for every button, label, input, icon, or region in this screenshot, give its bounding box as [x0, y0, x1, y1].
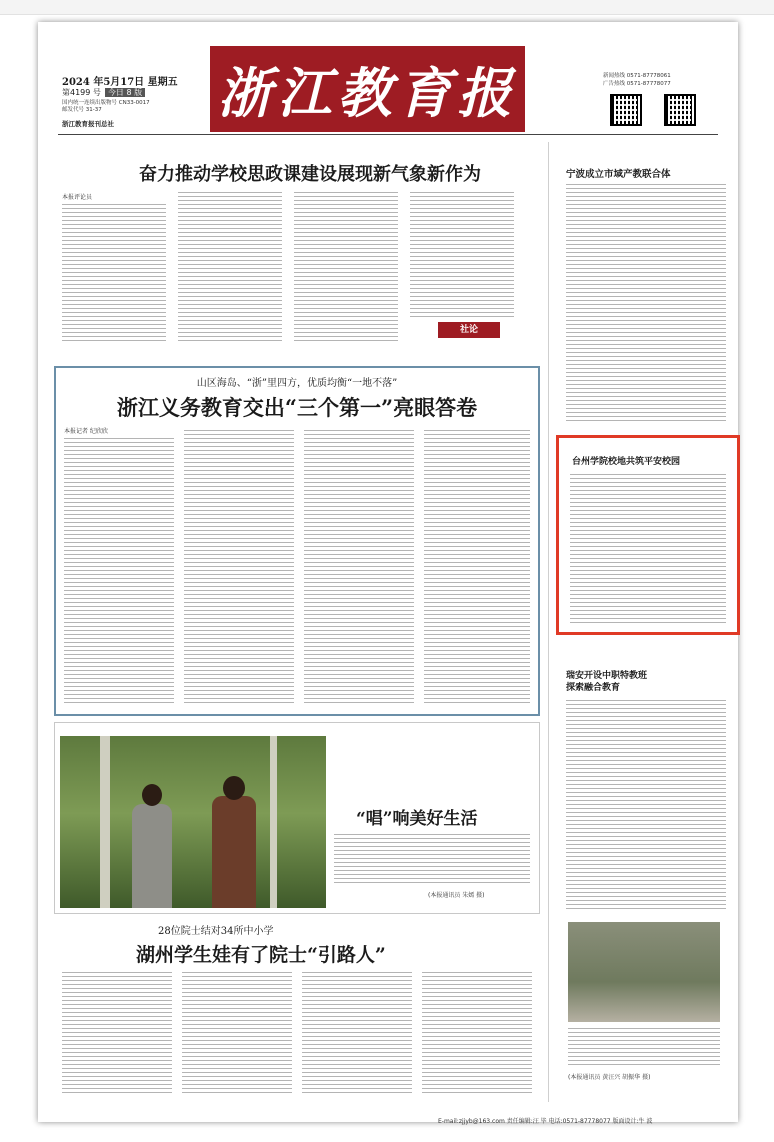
issue-date: 2024 年5月17日 星期五	[62, 77, 178, 88]
singer-head	[142, 784, 162, 806]
huzhou-column-3	[302, 972, 412, 1094]
feature-column-2	[184, 430, 294, 706]
issue-number	[62, 87, 145, 98]
contact-info	[603, 72, 671, 88]
newspaper-logo	[210, 46, 525, 132]
issue-number-text: 第4199 号	[62, 88, 101, 97]
feature-headline: 浙江义务教育交出“三个第一”亮眼答卷	[116, 395, 478, 420]
qr-code-icon	[610, 94, 642, 126]
sidebar-headline-taizhou: 台州学院校地共筑平安校园	[572, 457, 681, 467]
sidebar-headline-ningbo: 宁波成立市域产教联合体	[566, 169, 671, 180]
ruian-line-1: 瑞安开设中职特教班	[566, 671, 648, 681]
sidebar-photo-caption	[568, 1028, 720, 1066]
singer-figure	[132, 804, 172, 908]
lead-column-3	[294, 192, 398, 344]
qr-code-icon	[664, 94, 696, 126]
news-hotline: 新闻热线 0571-87778061	[603, 73, 671, 79]
feature-byline: 本报记者 纪欣欣	[64, 428, 108, 435]
issue-pages: 今日 8 版	[105, 88, 145, 97]
photo-caption	[334, 834, 530, 886]
lead-byline: 本报评论员	[62, 194, 93, 201]
ad-hotline: 广告热线 0571-87778077	[603, 81, 671, 87]
huzhou-kicker: 28位院士结对34所中小学	[158, 926, 274, 937]
editorial-stamp: 社论	[438, 322, 500, 338]
singer-figure	[212, 796, 256, 908]
sidebar-text-ruian	[566, 700, 726, 910]
publication-codes	[62, 100, 207, 114]
tree-trunk	[100, 736, 110, 908]
huzhou-column-4	[422, 972, 532, 1094]
huzhou-column-1	[62, 972, 172, 1094]
publisher: 浙江教育报刊总社	[62, 120, 114, 128]
page-footer: E-mail:zjjyb@163.com 责任编辑:汪 毕 电话:0571-87778077 版面设计:牛 波	[438, 1118, 653, 1125]
sidebar-headline-ruian	[566, 670, 647, 694]
postal-code: 邮发代号 31-37	[62, 107, 102, 113]
cn-code: 国内统一连续出版物号 CN33-0017	[62, 100, 150, 106]
photo-story-title: “唱”响美好生活	[356, 809, 478, 829]
lead-column-2	[178, 192, 282, 344]
masthead-rule	[58, 134, 718, 135]
feature-column-4	[424, 430, 530, 706]
photo-credit: (本报通讯员 朱嫣 摄)	[428, 892, 485, 899]
huzhou-column-2	[182, 972, 292, 1094]
ruian-line-2: 探索融合教育	[566, 683, 621, 693]
sidebar-rule	[548, 142, 549, 1102]
sidebar-text-ningbo	[566, 184, 726, 424]
sidebar-photo	[568, 922, 720, 1022]
huzhou-headline: 湖州学生娃有了院士“引路人”	[136, 944, 386, 966]
performance-photo	[60, 736, 326, 908]
feature-column-1	[64, 438, 174, 706]
newspaper-page	[38, 22, 738, 1125]
lead-headline: 奋力推动学校思政课建设展现新气象新作为	[139, 164, 481, 185]
sidebar-text-taizhou	[570, 474, 726, 624]
lead-column-4	[410, 192, 514, 318]
feature-kicker: 山区海岛、“浙”里四方，优质均衡“一地不落”	[196, 378, 398, 389]
viewer-toolbar	[0, 0, 774, 15]
lead-column-1	[62, 204, 166, 344]
tree-trunk	[270, 736, 277, 908]
singer-head	[223, 776, 245, 800]
feature-column-3	[304, 430, 414, 706]
sidebar-photo-credit: (本报通讯员 黄汪兴 胡振华 摄)	[568, 1074, 651, 1081]
logo-text: 浙江教育报	[217, 60, 518, 125]
